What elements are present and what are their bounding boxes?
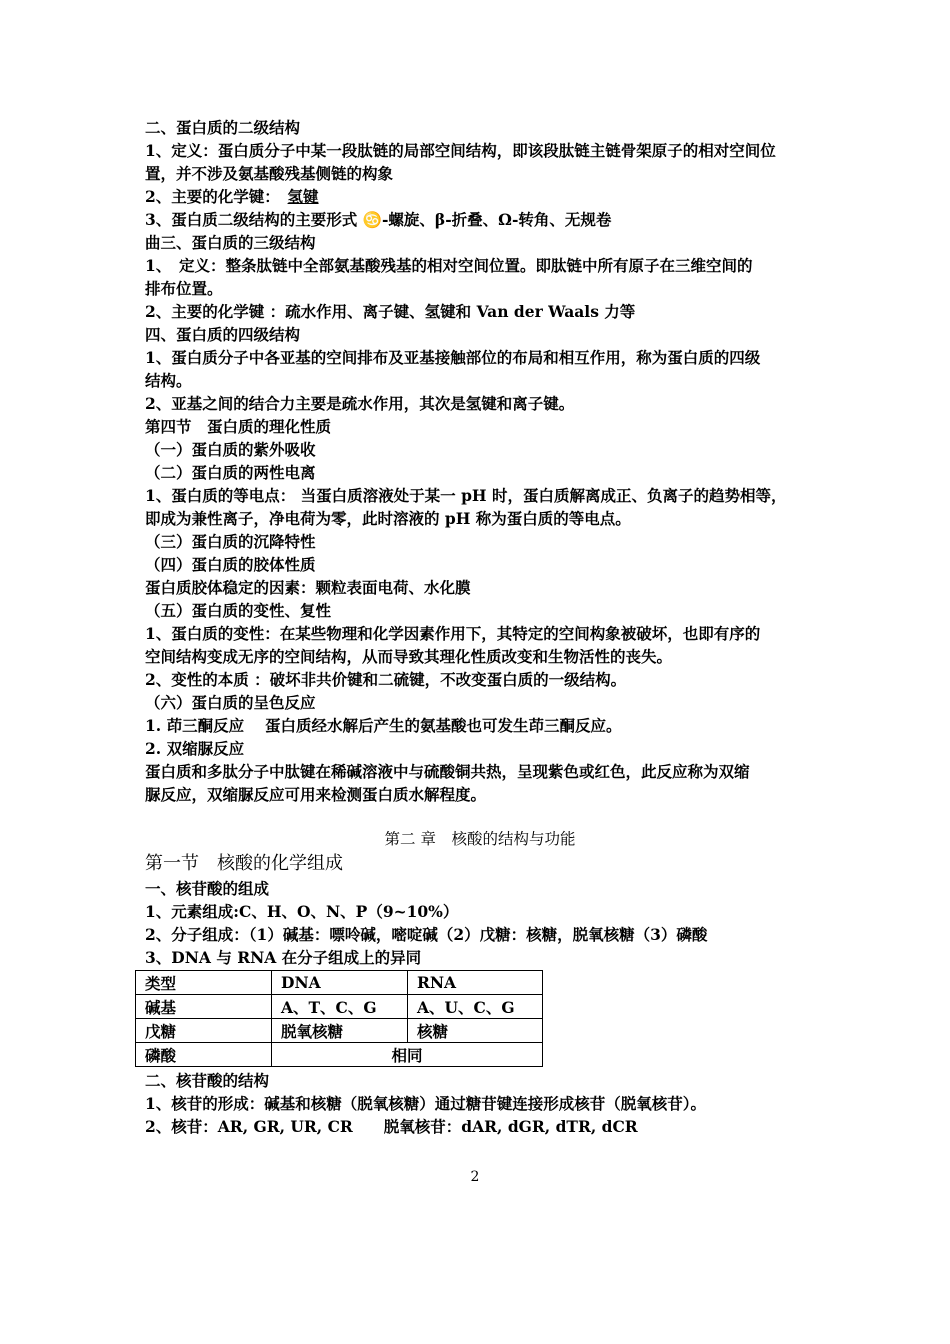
text-line: 曲三、蛋白质的三级结构 [145,233,316,252]
table-cell: A、T、C、G [272,995,408,1019]
text-line: 即成为兼性离子，净电荷为零，此时溶液的 pH 称为蛋白质的等电点。 [145,509,631,528]
text-line: 第四节 蛋白质的理化性质 [145,417,332,436]
text-line: 3、DNA 与 RNA 在分子组成上的异同 [145,948,422,967]
text-line: 置，并不涉及氨基酸残基侧链的构象 [145,164,394,183]
text-line: （二）蛋白质的两性电离 [145,463,316,482]
text-line-chemical-bond [145,185,815,208]
page-number: 2 [470,1169,480,1185]
text-line: 1、蛋白质分子中各亚基的空间排布及亚基接触部位的布局和相互作用，称为蛋白质的四级 [145,348,761,367]
text-line: 一、核苷酸的组成 [145,879,270,898]
text-line: 2、变性的本质 ：破坏非共价键和二硫键，不改变蛋白质的一级结构。 [145,670,627,689]
spacer [145,806,815,828]
text-line: （三）蛋白质的沉降特性 [145,532,316,551]
bond-label: 2、主要的化学键： [145,187,288,206]
text-line: 二、核苷酸的结构 [145,1071,270,1090]
text-line: 2、亚基之间的结合力主要是疏水作用，其次是氢键和离子键。 [145,394,575,413]
text-line: 2、核苷：AR, GR, UR, CR 脱氧核苷：dAR, dGR, dTR, dCR [145,1117,638,1136]
text-line: （一）蛋白质的紫外吸收 [145,440,316,459]
table-row [136,1043,543,1067]
table-cell: A、U、C、G [408,995,543,1019]
page-content [145,116,815,1138]
text-line: 二、蛋白质的二级结构 [145,118,301,137]
table-cell: 戊糖 [136,1019,272,1043]
text-line: 1、蛋白质的变性：在某些物理和化学因素作用下，其特定的空间构象被破坏，也即有序的 [145,624,761,643]
text-line: （五）蛋白质的变性、复性 [145,601,332,620]
table-cell-merged: 相同 [272,1043,543,1067]
table-cell: 核糖 [408,1019,543,1043]
table-row [136,1019,543,1043]
dna-rna-comparison-table [135,970,543,1067]
text-line: 3、蛋白质二级结构的主要形式 ♋-螺旋、β-折叠、Ω-转角、无规卷 [145,210,612,229]
text-line: 1、蛋白质的等电点： 当蛋白质溶液处于某一 pH 时，蛋白质解离成正、负离子的趋势相等， [145,486,787,505]
text-line: 2. 双缩脲反应 [145,739,245,758]
text-line: 蛋白质和多肽分子中肽键在稀碱溶液中与硫酸铜共热，呈现紫色或红色，此反应称为双缩 [145,762,750,781]
chapter-title: 第二 章 核酸的结构与功能 [384,830,576,848]
text-line: 脲反应，双缩脲反应可用来检测蛋白质水解程度。 [145,785,487,804]
table-cell: 磷酸 [136,1043,272,1067]
section-nucleotide-composition [145,877,815,969]
table-cell: 脱氧核糖 [272,1019,408,1043]
text-line: 1、定义：蛋白质分子中某一段肽链的局部空间结构，即该段肽链主链骨架原子的相对空间位 [145,141,776,160]
table-row [136,995,543,1019]
text-line: 1. 茚三酮反应 蛋白质经水解后产生的氨基酸也可发生茚三酮反应。 [145,716,622,735]
text-line: 排布位置。 [145,279,223,298]
text-line: 四、蛋白质的四级结构 [145,325,301,344]
text-line: 1、元素组成:C、H、O、N、P（9~10%） [145,902,459,921]
text-line: 1、 定义：整条肽链中全部氨基酸残基的相对空间位置。即肽链中所有原子在三维空间的 [145,256,753,275]
section-protein-secondary-structure [145,116,815,185]
table-header-cell: DNA [272,971,408,995]
bond-value: 氢键 [287,187,319,206]
text-line: （四）蛋白质的胶体性质 [145,555,316,574]
section-protein-structures-properties [145,208,815,806]
text-line: 蛋白质胶体稳定的因素：颗粒表面电荷、水化膜 [145,578,471,597]
table-header-cell: 类型 [136,971,272,995]
text-line: 2、主要的化学键 ：疏水作用、离子键、氢键和 Van der Waals 力等 [145,302,636,321]
section-nucleotide-structure [145,1069,815,1138]
section-title: 第一节 核酸的化学组成 [145,853,343,874]
text-line: 结构。 [145,371,192,390]
text-line: （六）蛋白质的呈色反应 [145,693,316,712]
table-header-row [136,971,543,995]
table-cell: 碱基 [136,995,272,1019]
text-line: 2、分子组成：（1）碱基：嘌呤碱，嘧啶碱（2）戊糖：核糖，脱氧核糖（3）磷酸 [145,925,708,944]
text-line: 空间结构变成无序的空间结构，从而导致其理化性质改变和生物活性的丧失。 [145,647,673,666]
text-line: 1、核苷的形成：碱基和核糖（脱氧核糖）通过糖苷键连接形成核苷（脱氧核苷）。 [145,1094,707,1113]
table-header-cell: RNA [408,971,543,995]
